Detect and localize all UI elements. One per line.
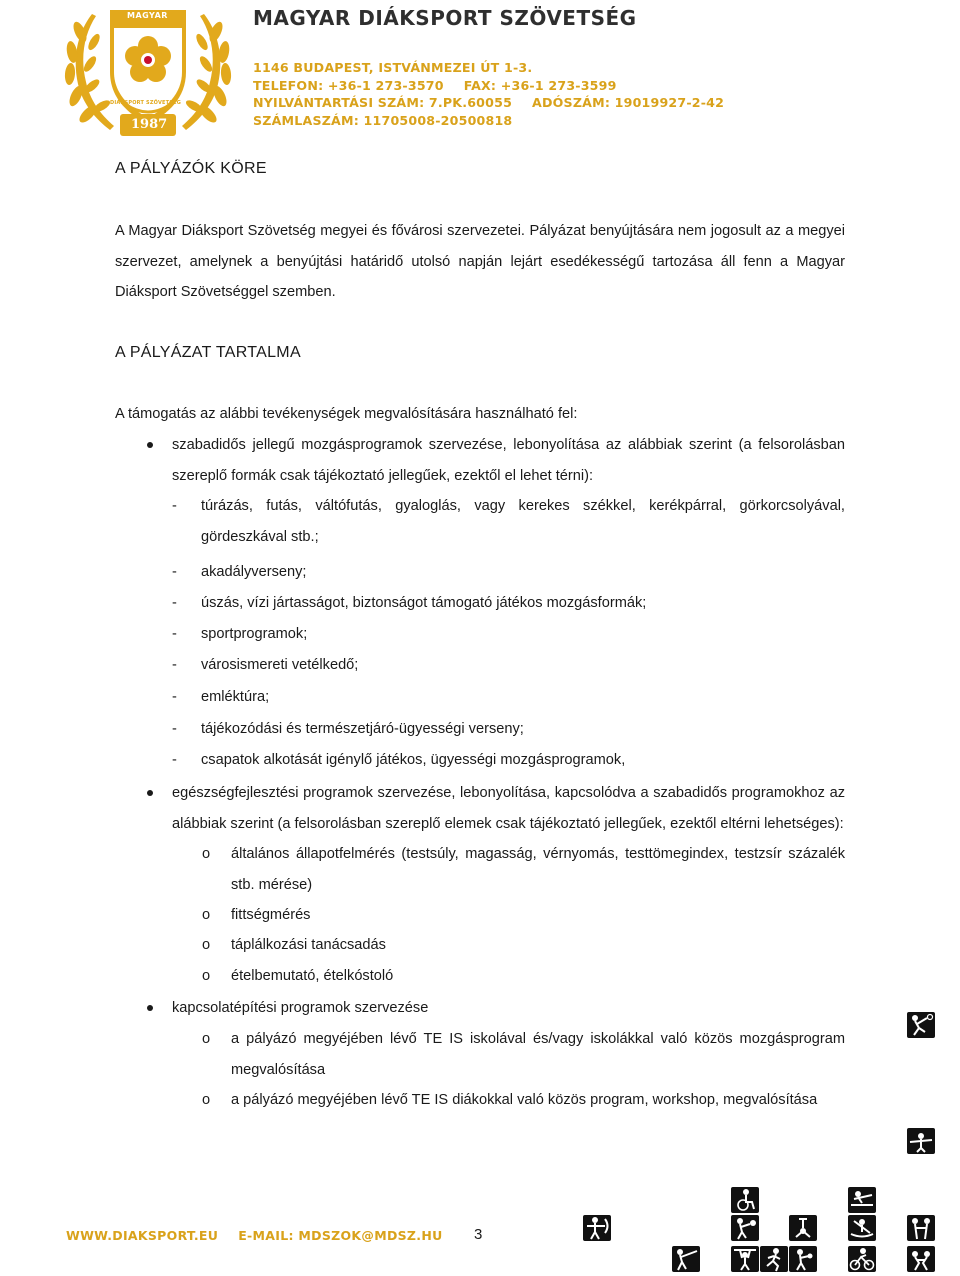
registry-tax-line xyxy=(253,94,724,112)
circle-marker: o xyxy=(202,1031,211,1047)
logo-top-text: MAGYAR xyxy=(127,11,168,20)
boxing-pictogram-icon xyxy=(789,1246,817,1272)
sub-item: városismereti vetélkedő; xyxy=(201,657,359,673)
sub-item-line: megvalósítása xyxy=(231,1061,326,1078)
content-heading: A PÁLYÁZAT TARTALMA xyxy=(115,344,301,361)
cycling-pictogram-icon xyxy=(848,1246,876,1272)
sub-item-line: gördeszkával stb.; xyxy=(201,528,319,545)
bullet-line: szereplő formák csak tájékoztató jellegűek, ezektől el lehet térni): xyxy=(172,467,593,484)
canoe-pictogram-icon xyxy=(848,1215,876,1241)
account-number: SZÁMLASZÁM: 11705008-20500818 xyxy=(253,113,513,129)
sub-item xyxy=(231,1024,845,1085)
dash-marker: - xyxy=(172,564,177,580)
bullet-dot xyxy=(147,790,153,796)
phone: TELEFON: +36-1 273-3570 xyxy=(253,77,444,93)
dash-marker: - xyxy=(172,689,177,705)
sub-item-line: túrázás, futás, váltófutás, gyaloglás, vagy kerekes székkel, kerékpárral, görkorcsolyával, xyxy=(201,498,845,514)
fax: FAX: +36-1 273-3599 xyxy=(463,77,617,93)
sub-item: tájékozódási és természetjáró-ügyességi verseny; xyxy=(201,721,524,737)
wrestling-pictogram-icon xyxy=(907,1246,935,1272)
dash-marker: - xyxy=(172,626,177,642)
athletics-pictogram-icon xyxy=(760,1246,788,1272)
bullet-item-health xyxy=(172,778,845,839)
fencing-pictogram-icon xyxy=(672,1246,700,1272)
paragraph-line: szervezet, amelynek a benyújtási határidő utolsó napján lejárt esedékességű tartozása áll fenn a Magyar xyxy=(115,253,845,270)
dash-marker: - xyxy=(172,657,177,673)
dash-marker: - xyxy=(172,595,177,611)
archery-pictogram-icon xyxy=(583,1215,611,1241)
dash-marker: - xyxy=(172,721,177,737)
dash-marker: - xyxy=(172,498,177,514)
gymnastics-pictogram-icon xyxy=(789,1215,817,1241)
sub-item-line: stb. mérése) xyxy=(231,876,313,893)
circle-marker: o xyxy=(202,907,211,923)
sub-item-line: a pályázó megyéjében lévő TE IS iskolával és/vagy iskolákkal való közös mozgásprogram xyxy=(231,1031,845,1047)
circle-marker: o xyxy=(202,846,211,862)
sub-item: a pályázó megyéjében lévő TE IS diákokkal való közös program, workshop, megvalósítása xyxy=(231,1092,818,1108)
footer-website-link[interactable]: WWW.DIAKSPORT.EU xyxy=(66,1228,219,1243)
intro-text: A támogatás az alábbi tevékenységek megvalósítására használható fel: xyxy=(115,406,578,422)
paragraph-line: A Magyar Diáksport Szövetség megyei és fővárosi szervezetei. Pályázat benyújtására nem jogosult az a megyei xyxy=(115,223,845,239)
circle-marker: o xyxy=(202,968,211,984)
bullet-item-leisure xyxy=(172,430,845,491)
bullet-dot xyxy=(147,442,153,448)
sub-item: csapatok alkotását igénylő játékos, ügyességi mozgásprogramok, xyxy=(201,752,626,768)
organization-name: MAGYAR DIÁKSPORT SZÖVETSÉG xyxy=(253,6,637,30)
applicants-heading: A PÁLYÁZÓK KÖRE xyxy=(115,160,267,177)
registry-number: NYILVÁNTARTÁSI SZÁM: 7.PK.60055 xyxy=(253,95,513,111)
tax-number: ADÓSZÁM: 19019927-2-42 xyxy=(532,95,725,111)
bullet-dot xyxy=(147,1005,153,1011)
page-number: 3 xyxy=(474,1226,483,1243)
shooting-pictogram-icon xyxy=(907,1128,935,1154)
badminton-pictogram-icon xyxy=(907,1012,935,1038)
sub-item xyxy=(231,839,845,900)
dash-marker: - xyxy=(172,752,177,768)
footer-email-link[interactable]: E-MAIL: MDSZOK@MDSZ.HU xyxy=(238,1228,443,1243)
logo-year: 1987 xyxy=(131,117,168,132)
bullet-line: alábbiak szerint (a felsorolásban szereplő elemek csak tájékoztató jellegűek, ezektől eltérni lehetséges): xyxy=(172,815,844,832)
sub-item: akadályverseny; xyxy=(201,564,307,580)
circle-marker: o xyxy=(202,1092,211,1108)
footer-contact xyxy=(66,1228,443,1243)
judo-pictogram-icon xyxy=(907,1215,935,1241)
sub-item: táplálkozási tanácsadás xyxy=(231,937,386,953)
table-tennis-pictogram-icon xyxy=(731,1215,759,1241)
bullet-line: egészségfejlesztési programok szervezése, lebonyolítása, kapcsolódva a szabadidős programokhoz az xyxy=(172,785,845,801)
bullet-item-networking: kapcsolatépítési programok szervezése xyxy=(172,1000,429,1016)
applicants-paragraph xyxy=(115,216,845,308)
weightlifting-pictogram-icon xyxy=(731,1246,759,1272)
bullet-line: szabadidős jellegű mozgásprogramok szervezése, lebonyolítása az alábbiak szerint (a felsorolásban xyxy=(172,437,845,453)
sub-item: úszás, vízi jártasságot, biztonságot támogató játékos mozgásformák; xyxy=(201,595,647,611)
paragraph-line: Diáksport Szövetséggel szemben. xyxy=(115,284,336,300)
circle-marker: o xyxy=(202,937,211,953)
sub-item-line: általános állapotfelmérés (testsúly, magasság, vérnyomás, testtömegindex, testzsír százalék xyxy=(231,846,845,862)
address: 1146 BUDAPEST, ISTVÁNMEZEI ÚT 1-3. xyxy=(253,60,533,75)
wheelchair-pictogram-icon xyxy=(731,1187,759,1213)
letterhead xyxy=(0,0,960,140)
sub-item: fittségmérés xyxy=(231,907,311,923)
sub-item: sportprogramok; xyxy=(201,626,308,642)
contact-block xyxy=(253,59,724,130)
logo-ring-text: DIÁKSPORT SZÖVETSÉG xyxy=(110,100,182,106)
sub-item: ételbemutató, ételkóstoló xyxy=(231,968,394,984)
sub-item: emléktúra; xyxy=(201,689,270,705)
rowing-pictogram-icon xyxy=(848,1187,876,1213)
sub-item xyxy=(201,491,845,552)
phone-fax-line xyxy=(253,77,724,95)
